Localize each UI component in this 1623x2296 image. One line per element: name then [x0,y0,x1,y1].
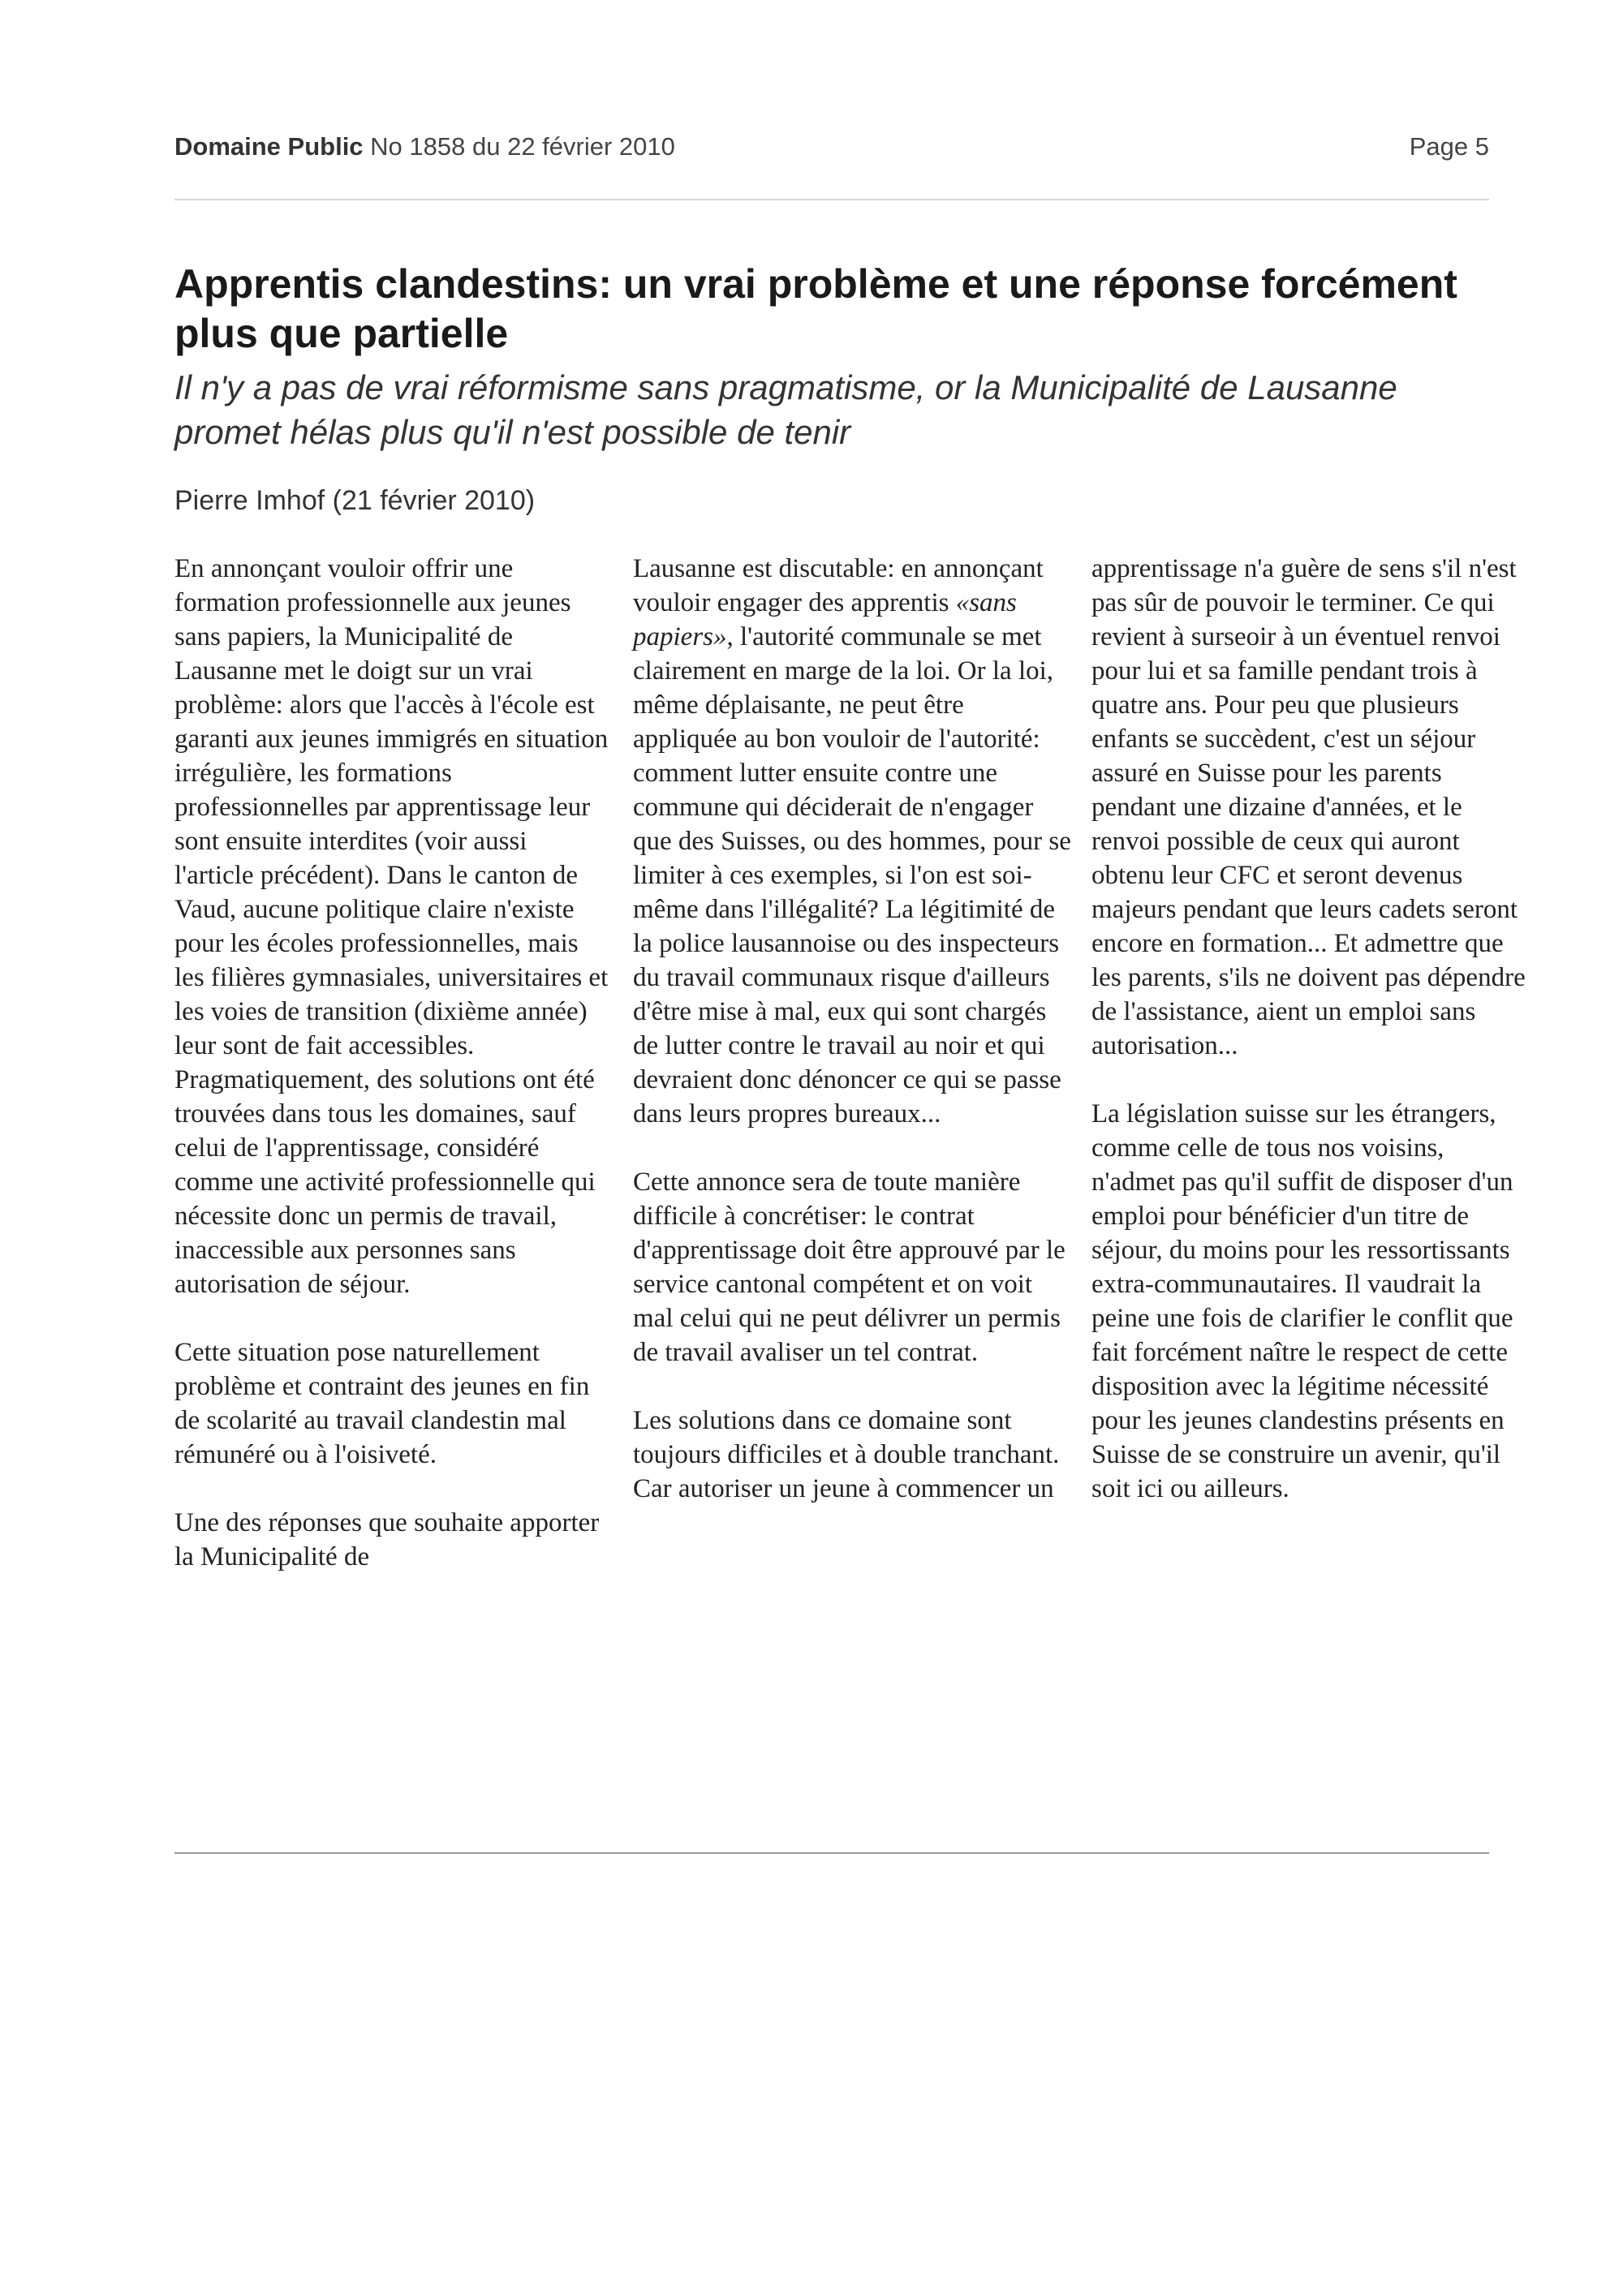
page-header [174,132,1489,173]
footer-divider [174,1852,1489,1854]
header-divider [174,199,1489,200]
article-column-1 [174,552,613,1574]
article-subtitle: Il n'y a pas de vrai réformisme sans pragmatisme, or la Municipalité de Lausanne promet hélas plus qu'il n'est possible de tenir [174,368,1397,451]
article-title: Apprentis clandestins: un vrai problème et une réponse forcément plus que partielle [174,261,1457,356]
paragraph: apprentissage n'a guère de sens s'il n'est pas sûr de pouvoir le terminer. Ce qui revient à surseoir à un éventuel renvoi pour lui et sa famille pendant trois à quatre ans. Pour peu que plusieurs enfants se succèdent, c'est un séjour assuré en Suisse pour les parents pendant une dizaine d'années, et le renvoi possible de ceux qui auront obtenu leur CFC et seront devenus majeurs pendant que leurs cadets seront encore en formation... Et admettre que les parents, s'ils ne doivent pas dépendre de l'assistance, aient un emploi sans autorisation... [1091,554,1526,1060]
paragraph: La législation suisse sur les étrangers, comme celle de tous nos voisins, n'admet pas qu'il suffit de disposer d'un emploi pour bénéficier d'un titre de séjour, du moins pour les ressortissants extra-communautaires. Il vaudrait la peine une fois de clarifier le conflit que fait forcément naître le respect de cette disposition avec la légitime nécessité pour les jeunes clandestins présents en Suisse de se construire un avenir, qu'il soit ici ou ailleurs. [1091,1099,1513,1503]
article-column-3 [1091,552,1530,1506]
article-byline: Pierre Imhof (21 février 2010) [174,485,536,516]
issue-info: No 1858 du 22 février 2010 [370,132,675,161]
article-column-2 [633,552,1071,1506]
paragraph [633,552,1071,1131]
paragraph: En annonçant vouloir offrir une formation professionnelle aux jeunes sans papiers, la Municipalité de Lausanne met le doigt sur un vrai problème: alors que l'accès à l'école est garanti aux jeunes immigrés en situation irrégulière, les formations professionnelles par apprentissage leur sont ensuite interdites (voir aussi l'article précédent). Dans le canton de Vaud, aucune politique claire n'existe pour les écoles professionnelles, mais les filières gymnasiales, universitaires et les voies de transition (dixième année) leur sont de fait accessibles. Pragmatiquement, des solutions ont été trouvées dans tous les domaines, sauf celui de l'apprentissage, considéré comme une activité professionnelle qui nécessite donc un permis de travail, inaccessible aux personnes sans autorisation de séjour. [174,554,609,1299]
paragraph-text: Lausanne est discutable: en annonçant vouloir engager des apprentis [633,554,1044,617]
paragraph: Une des réponses que souhaite apporter la Municipalité de [174,1508,600,1572]
emphasis-text: «sans papiers» [633,588,1017,651]
paragraph: Les solutions dans ce domaine sont toujours difficiles et à double tranchant. Car autoriser un jeune à commencer un [633,1406,1060,1503]
page-number: Page 5 [1409,132,1489,161]
paragraph: Cette annonce sera de toute manière difficile à concrétiser: le contrat d'apprentissage doit être approuvé par le service cantonal compétent et on voit mal celui qui ne peut délivrer un permis de travail avaliser un tel contrat. [633,1167,1065,1367]
paragraph: Cette situation pose naturellement problème et contraint des jeunes en fin de scolarité au travail clandestin mal rémunéré ou à l'oisiveté. [174,1338,590,1469]
publication-name: Domaine Public [174,132,364,161]
paragraph-text: , l'autorité communale se met clairement en marge de la loi. Or la loi, même déplaisante, ne peut être appliquée au bon vouloir de l'autorité: comment lutter ensuite contre une commune qui déciderait de n'engager que des Suisses, ou des hommes, pour se limiter à ces exemples, si l'on est soi-même dans l'illégalité? La légitimité de la police lausannoise ou des inspecteurs du travail communaux risque d'ailleurs d'être mise à mal, eux qui sont chargés de lutter contre le travail au noir et qui devraient donc dénoncer ce qui se passe dans leurs propres bureaux... [633,622,1071,1129]
